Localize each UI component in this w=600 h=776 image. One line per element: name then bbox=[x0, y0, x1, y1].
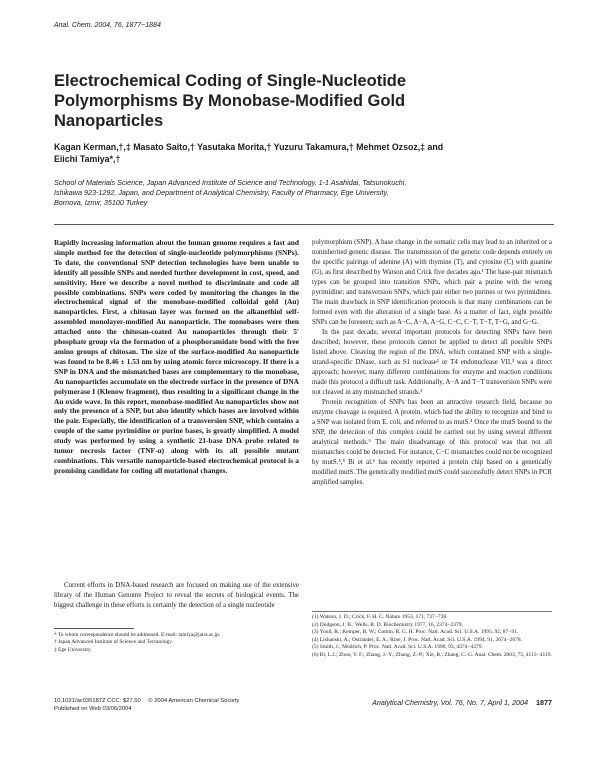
author-line: Kagan Kerman,†,‡ Masato Saito,† Yasutaka Morita,† Yuzuru Takamura,† Mehmet Ozsoz,‡ and bbox=[54, 142, 444, 152]
journal-citation: Anal. Chem. 2004, 76, 1877−1884 bbox=[54, 22, 161, 29]
title-line: Electrochemical Coding of Single-Nucleotide bbox=[54, 72, 407, 90]
copyright-notice: © 2004 American Chemical Society bbox=[148, 698, 240, 704]
footnote: † Japan Advanced Institute of Science and Technology. bbox=[54, 639, 173, 646]
body-paragraph: Protein recognition of SNPs has been an attractive research field, because no enzyme cleavage is required. A protein, which had the ability to recognize and bind to a SNP was isolated from E. coli, and referred to as mutS.⁴ Once the mutS bound to the SNP, the detection of this complex could be carried out by using several different analytical methods.⁵ The main disadvantage of this protocol was that not all mismatches could be detected. For instance, C−C mismatches could not be recognized by mutS.⁴,⁵ Bi et al.⁶ has recently reported a protein chip based on a genetically modified mutS. The genetically modified mutS could successfully detect SNPs in PCR amplified samples. bbox=[312, 399, 552, 486]
header-divider bbox=[54, 224, 554, 225]
reference-item: (2) Dodgson, J. B.; Wells, R. D. Biochemistry 1977, 16, 2374−2379. bbox=[312, 621, 463, 628]
title-line: Nanoparticles bbox=[54, 112, 164, 130]
publication-info bbox=[54, 698, 239, 713]
author-line: Eiichi Tamiya*,† bbox=[54, 154, 121, 164]
footnote: ‡ Ege University. bbox=[54, 646, 92, 653]
affiliation-line: School of Materials Science, Japan Advanced Institute of Science and Technology, 1-1 Asahidai, Tatsunokuchi, bbox=[54, 178, 407, 187]
title-line: Polymorphisms By Monobase-Modified Gold bbox=[54, 92, 406, 110]
affiliations bbox=[54, 178, 554, 209]
footnote-divider bbox=[54, 628, 134, 629]
introduction-start bbox=[54, 581, 299, 611]
doi-line: 10.1021/ac035187Z CCC: $27.50 bbox=[54, 698, 141, 704]
footnote: * To whom correspondence should be addressed. E-mail: tamiya@jaist.ac.jp. bbox=[54, 632, 221, 638]
affiliation-line: Bornova, Izmir, 35100 Turkey bbox=[54, 198, 148, 208]
reference-list bbox=[312, 614, 552, 659]
page-number: 1877 bbox=[536, 698, 552, 707]
published-date: Published on Web 03/06/2004 bbox=[54, 705, 132, 712]
author-footnotes bbox=[54, 632, 299, 654]
body-paragraph: polymorphism (SNP). A base change in the somatic cells may lead to an inherited or a noninherited genetic disease. The transmission of the genetic code depends entirely on the specific pairings of adenine (A) with thymine (T), and cytosine (C) with guanine (G), as first described by Watson and Crick five decades ago.¹ The base-pair mismatch types can be grouped into transition SNPs, which pair a purine with the wrong pyrimidine; and transversion SNPs, which pair either two purines or two pyrimidines. The main drawback in SNP identification protocols is that many combinations can be formed even with the alteration of a single base. As a matter of fact, eight possible SNPs can be foreseen; such as A−C, A−A, A−G, C−C, C−T, T−T, T−G, and G−G. bbox=[312, 239, 552, 326]
abstract-text: Rapidly increasing information about the human genome requires a fast and simple method for the detection of single-nucleotide polymorphisms (SNPs). To date, the conventional SNP detection technologies have been unable to identify all possible SNPs and needed further development in cost, speed, and sensitivity. Here we describe a novel method to discriminate and code all possible combinations. SNPs were coded by monitoring the changes in the electrochemical signal of the monobase-modified colloidal gold (Au) nanoparticles. First, a chitosan layer was formed on the alkanethiol self-assembled monolayer-modified Au nanoparticle. The monobases were then attached onto the chitosan-coated Au nanoparticles through their 5′ phosphate group via the formation of a phosphoramidate bond with the free amino groups of chitosan. The size of the surface-modified Au nanoparticle was found to be 8.46 ± 1.53 nm by using atomic force microscopy. If there is a SNP in DNA and the mismatched bases are complementary to the monobase, Au nanoparticles accumulate on the electrode surface in the presence of DNA polymerase I (Klenow fragment), thus resulting in a significant change in the Au oxide wave. In this report, monobase-modified Au nanoparticles show not only the presence of a SNP, but also identify which bases are involved within the pair. Especially, the identification of a transversion SNP, which contains a couple of the same pyrimidine or purine bases, is greatly simplified. A model study was performed by using a synthetic 21-base DNA probe related to tumor necrosis factor (TNF-α) along with its all possible mutant combinations. This versatile nanoparticle-based electrochemical protocol is a promising candidate for coding all mutational changes. bbox=[54, 238, 299, 475]
reference-item: (5) Smith, J.; Modrich, P. Proc. Natl. Acad. Sci. U.S.A. 1996, 93, 4374−4379. bbox=[312, 644, 483, 650]
reference-item: (3) Youil, R.; Kemper, B. W.; Cotton, R. G. H. Proc. Natl. Acad. Sci. U.S.A. 1995, 92, 87−91. bbox=[312, 629, 519, 635]
abstract-column bbox=[54, 238, 299, 476]
reference-item: (1) Watson, J. D.; Crick, F. H. C. Nature 1953, 171, 737−738. bbox=[312, 614, 448, 620]
footer-journal: Analytical Chemistry, Vol. 76, No. 7, April 1, 2004 bbox=[372, 698, 528, 707]
reference-item: (6) Bi, L.J.; Zhou, Y. F.; Zhang, J.-Y.; Zhang, Z.-P.; Xie, B.; Zhang, C.-G. Anal. Chem. 2003, 75, 4113−4119. bbox=[312, 651, 552, 658]
article-title bbox=[54, 71, 554, 131]
body-column-right bbox=[312, 238, 552, 488]
author-list bbox=[54, 141, 554, 165]
references-divider bbox=[312, 611, 552, 612]
affiliation-line: Ishikawa 923-1292, Japan, and Department of Analytical Chemistry, Faculty of Pharmacy, Ege University, bbox=[54, 188, 389, 198]
page-footer bbox=[372, 698, 552, 707]
reference-item: (4) Lishanski, A.; Ostrander, E. A.; Rine, J. Proc. Natl. Acad. Sci. U.S.A. 1994, 91, 2674−2678. bbox=[312, 636, 523, 643]
body-paragraph: In the past decade, several important protocols for detecting SNPs have been described; however, these protocols cannot be applied to detect all possible SNPs listed above. Cleaving the region of the DNA, which contained SNP with a single-strand-specific DNase, such as S1 nuclease² or T4 endonuclease VII,³ was a direct approach; however, many different combinations for enzyme and reaction conditions made this protocol a difficult task. Additionally, A−A and T−T transversion SNPs were not cleaved in any mismatched strands.³ bbox=[312, 329, 552, 396]
intro-paragraph: Current efforts in DNA-based research are focused on making use of the extensive library of the Human Genome Project to reveal the secrets of biological events. The biggest challenge in these efforts is certainly the detection of a single nucleotide bbox=[54, 582, 299, 609]
